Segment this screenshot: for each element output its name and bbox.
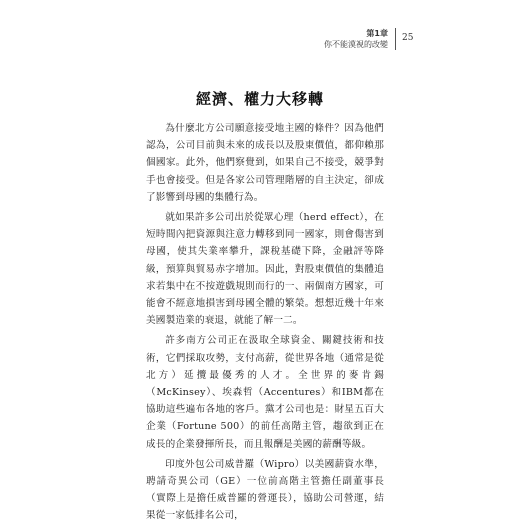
- paragraph: 為什麼北方公司願意接受地主國的條件？因為他們認為，公司目前與未來的成長以及股東價值，都仰賴那個國家。此外，他們察覺到，如果自己不接受，競爭對手也會接受。但是各家公司管理階層的自主決定，卻成了影響到母國的集體行為。: [146, 123, 384, 203]
- page-number: 25: [402, 33, 414, 43]
- chapter-label: 第1章: [366, 29, 388, 38]
- paragraph: 許多南方公司正在汲取全球資金、關鍵技術和技術，它們採取攻勢，支付高薪，從世界各地（通常是從北方）延攬最優秀的人才。全世界的麥肯錫（McKinsey）、埃森哲（Accentures）和IBM都在協助這些遍布各地的客戶。黨才公司也是：財星五百大企業（Fortune 500）的前任高階主管，趨欲到正在成長的企業發揮所長，而且報酬是美國的薪酬等級。: [146, 335, 384, 450]
- paragraph: 印度外包公司威普羅（Wipro）以美國薪資水準，聘請奇異公司（GE）一位前高階主管擔任副董事長（實際上是擔任威普羅的營運長），協助公司營運，結果從一家低排名公司，: [146, 458, 384, 522]
- paragraph: 就如果許多公司出於從眾心理（herd effect），在短時間內把資源與注意力轉移到同一國家，則會傷害到母國，使其失業率攀升，課稅基礎下降，金融評等降級，預算與貿易赤字增加。因此，對股東價值的集體追求若集中在不按遊戲規則而行的一、兩個南方國家，可能會不經意地損害到母國全體的繁榮。想想近幾十年來美國製造業的衰退，就能了解一二。: [146, 212, 384, 327]
- running-header: [324, 28, 396, 50]
- chapter-title: 你不能漠視的改變: [324, 40, 388, 49]
- body-text: [146, 120, 384, 528]
- section-title: 經濟、權力大移轉: [195, 90, 324, 108]
